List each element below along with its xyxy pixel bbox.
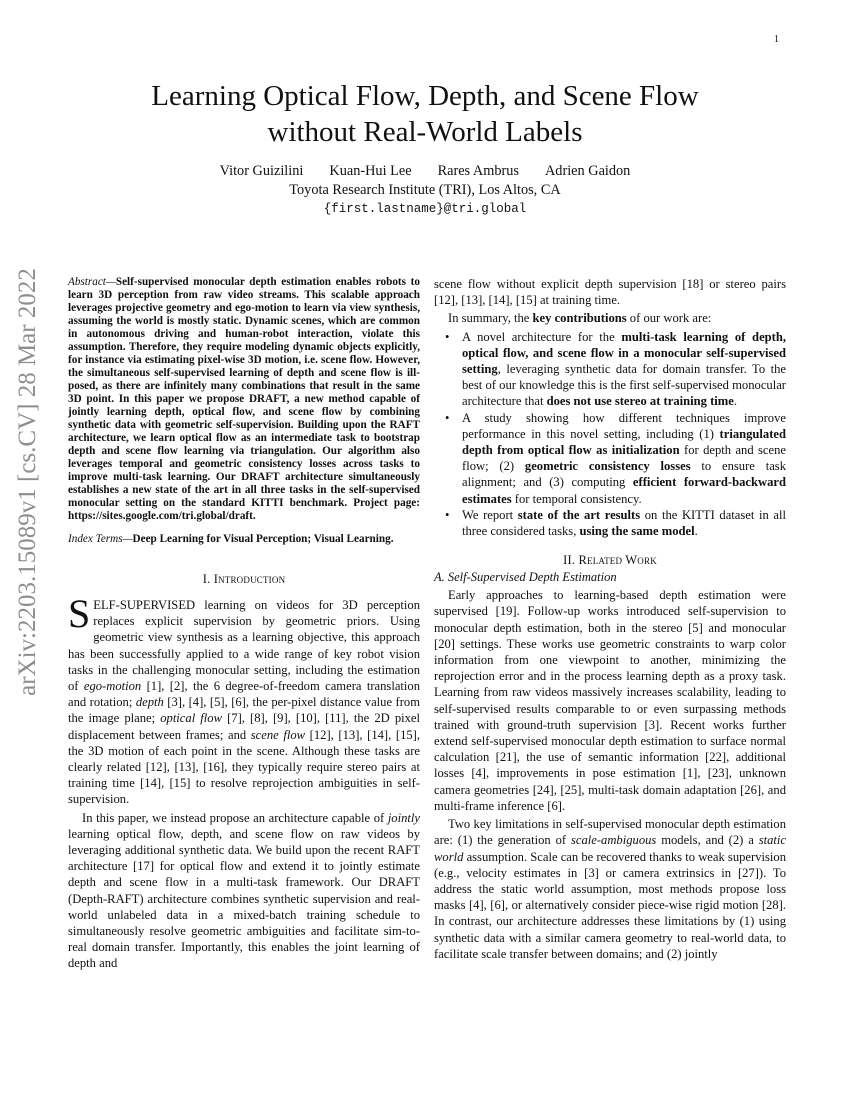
affiliation: Toyota Research Institute (TRI), Los Altos, CA [289,182,561,198]
introduction-paragraph-2 [68,810,420,972]
depth-estimation-subheading: A. Self-Supervised Depth Estimation [434,570,617,585]
index-terms [68,533,420,546]
author-list [60,163,790,180]
intro-text: [7], [8], [9], [10], [11], the 2D pixel displacement between frames; and [68,711,421,742]
left-column [68,276,420,972]
paper-title [60,78,790,150]
summary-bold: key contributions [532,311,627,326]
contribution-text: We report [462,507,518,522]
contribution-bold: geometric consistency losses [524,459,691,474]
contribution-text: for temporal consistency. [511,491,642,506]
contribution-text: A novel architecture for the [462,329,622,344]
contribution-bold: triangulated depth from optical flow as initialization [462,426,786,458]
related-work-paragraph-2 [434,816,786,962]
index-terms-lead: Index Terms— [68,533,133,545]
introduction-heading: I. Introduction [202,572,286,586]
related-italic-term: scale-ambiguous [570,833,657,848]
arxiv-stamp-text: arXiv:2203.15089v1 [cs.CV] 28 Mar 2022 [14,268,42,696]
related-italic-term: static world [434,833,786,864]
intro-italic-term: ego-motion [83,679,142,694]
contributions-summary [434,310,786,326]
drop-cap: S [68,591,91,636]
intro-italic-term: scene flow [250,727,306,742]
related-work-paragraph-1: Early approaches to learning-based depth estimation were supervised [19]. Follow-up works introduced self-supervision to monocular depth estimation, both in the stereo [5] and monocular [20] settings. These works use geometric constraints to warp color information from one viewpoint to another, minimizing the reprojection error and in the process learning depth as a proxy task. Learning from raw videos massively increases scalability, leading to self-supervised results comparable to or even surpassing methods trained with ground-truth supervision [3]. Recent works further extend self-supervised monocular depth estimation to surface normal calculation [21], the use of semantic information [22], additional losses [4], improvements in pose estimation [1], [23], unknown camera geometries [24], [25], multi-task domain adaptation [26], and multi-frame inference [6]. [434,588,786,813]
intro-text: ELF-SUPERVISED learning on videos for 3D perception replaces explicit supervision by geometric priors. Using geometric view synthesis as a learning objective, this approach has been successfully applied to a wide range of key robot vision tasks in the challenging monocular setting, including the estimation of [68,598,420,694]
intro-text: In this paper, we instead propose an architecture capable of [82,810,388,825]
contribution-item [462,507,786,539]
contribution-text: , leveraging synthetic data for domain transfer. To the best of our knowledge this is the first self-supervised monocular architecture that [462,362,786,409]
contribution-text: A study showing how different techniques improve performance in this novel setting, including (1) [462,410,786,441]
related-text: Two key limitations in self-supervised monocular depth estimation are: (1) the generation of [434,817,786,848]
intro-text: learning optical flow, depth, and scene flow on raw videos by leveraging additional synthetic data. We build upon the recent RAFT architecture [17] for optical flow and extend it to jointly estimate depth and scene flow in a multi-task framework. Our DRAFT (Depth-RAFT) architecture combines synthetic supervision and real-world unlabeled data in a mixed-batch training schedule to simultaneously resolve geometric ambiguities and facilitate sim-to-real domain transfer. Importantly, this enables the joint learning of depth and [68,826,420,971]
title-line-2: without Real-World Labels [267,116,583,148]
contribution-bold: efficient forward-backward estimates [462,475,786,506]
intro-text: [3], [4], [5], [6], the per-pixel distance value from the image plane; [68,695,420,726]
contribution-item [462,410,786,507]
contribution-bold: using the same model [579,524,695,539]
related-text: models, and (2) a [656,833,759,848]
contributions-list [434,329,786,540]
author-email: {first.lastname}@tri.global [323,202,527,216]
intro-text: [12], [13], [14], [15], the 3D motion of each point in the scene. Although these tasks are clearly related [12], [13], [16], they typically require stereo pairs at training time [14], [15] to resolve reprojection ambiguities in self-supervision. [68,727,421,807]
author-name: Rares Ambrus [437,163,519,179]
contribution-item [462,329,786,410]
page-number: 1 [774,34,779,45]
arxiv-identifier-stamp [6,268,50,696]
index-terms-text: Deep Learning for Visual Perception; Visual Learning. [132,533,394,545]
intro-italic-term: optical flow [160,711,222,726]
author-name: Adrien Gaidon [544,163,631,179]
introduction-paragraph-1 [68,591,421,808]
contribution-text: . [733,394,738,409]
contribution-text: for depth and scene flow; (2) [462,443,786,474]
intro-italic-term: depth [135,695,164,710]
summary-text: In summary, the [448,311,533,326]
author-name: Vitor Guizilini [219,163,304,179]
related-text: assumption. Scale can be recovered thanks to weak supervision (e.g., velocity estimates in [3] or camera extrinsics in [27]). To address the static world assumption, most methods propose loss masks [4], [6], or alternatively consider piece-wise rigid motion [28]. In contrast, our architecture addresses these limitations by (1) using synthetic data with a similar camera geometry to real-world data, to facilitate scale transfer between domains; and (2) jointly [434,849,786,961]
contribution-text: to ensure task alignment; and (3) computing [462,459,786,490]
author-name: Kuan-Hui Lee [329,163,412,179]
title-line-1: Learning Optical Flow, Depth, and Scene Flow [151,80,699,112]
contribution-text: on the KITTI dataset in all three considered tasks, [462,507,786,539]
intro-italic-term: jointly [387,810,420,825]
contribution-bold: state of the art results [517,507,641,522]
contribution-bold: multi-task learning of depth, optical flow, and scene flow in a monocular self-supervised setting [462,329,787,377]
contribution-bold: does not use stereo at training time [546,394,734,409]
abstract [68,276,420,523]
abstract-text: Self-supervised monocular depth estimation enables robots to learn 3D perception from raw video streams. This scalable approach leverages projective geometry and ego-motion to learn via view synthesis, assuming the world is mostly static. Dynamic scenes, which are common in autonomous driving and human-robot interaction, violate this assumption. Therefore, they require modeling dynamic objects explicitly, for instance via estimating pixel-wise 3D motion, i.e. scene flow. However, the simultaneous self-supervised learning of depth and scene flow is ill-posed, as there are infinitely many combinations that result in the same 3D point. In this paper we propose DRAFT, a new method capable of jointly learning depth, optical flow, and scene flow by combining synthetic data with geometric self-supervision. Building upon the RAFT architecture, we learn optical flow as an intermediate task to bootstrap depth and scene flow learning via triangulation. Our algorithm also leverages temporal and geometric consistency losses across tasks to improve multi-task learning. Our DRAFT architecture simultaneously establishes a new state of the art in all three tasks in the self-supervised monocular setting on the standard KITTI benchmark. Project page: https://sites.google.com/tri.global/draft. [68,276,420,522]
abstract-lead: Abstract— [68,276,116,288]
right-column [434,276,786,962]
summary-text: of our work are: [626,311,712,326]
introduction-continuation: scene flow without explicit depth supervision [18] or stereo pairs [12], [13], [14], [15] at training time. [434,277,786,308]
intro-text: [1], [2], the 6 degree-of-freedom camera translation and rotation; [68,679,420,710]
related-work-heading: II. Related Work [563,553,657,568]
contribution-text: . [694,524,698,539]
